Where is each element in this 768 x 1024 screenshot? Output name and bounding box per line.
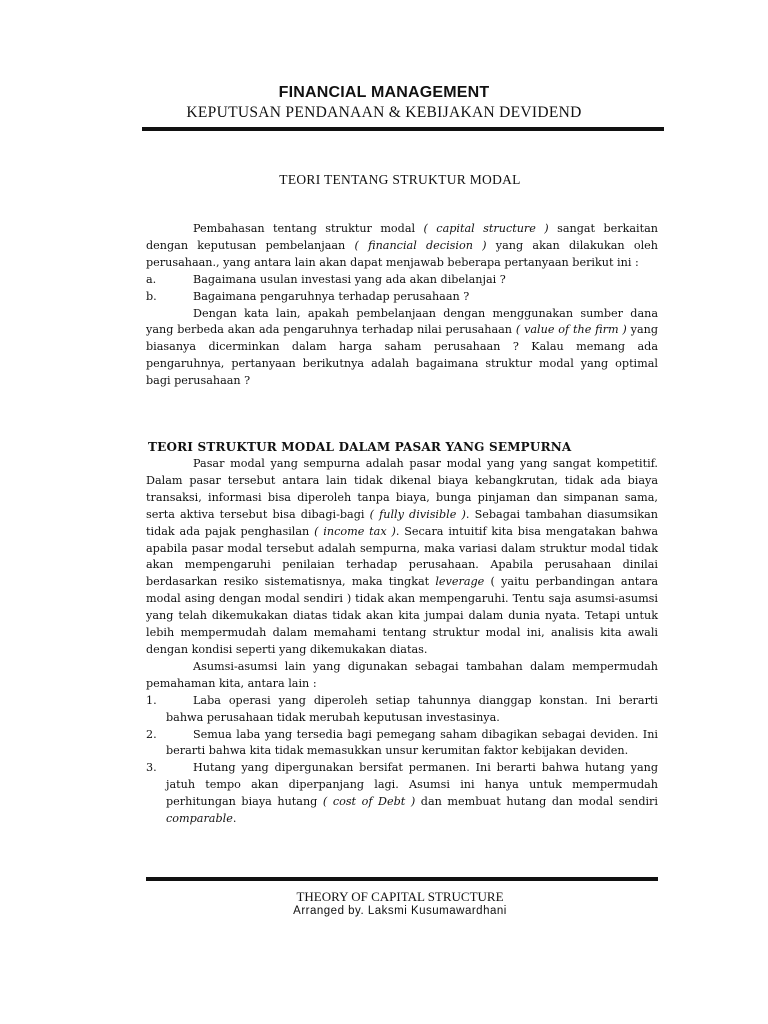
paragraph-asumsi: Asumsi-asumsi lain yang digunakan sebagai tambahan dalam mempermudah pemahaman kita, antara lain :: [146, 659, 658, 690]
section-title-struktur-modal: TEORI TENTANG STRUKTUR MODAL: [279, 172, 521, 187]
intro-paragraph: Pembahasan tentang struktur modal ( capital structure ) sangat berkaitan dengan keputusan pembelanjaan ( financial decision ) yang akan dilakukan oleh perusahaan., yang antara lain akan dapat menjawab beberapa pertanyaan berikut ini :: [146, 222, 658, 269]
document-subtitle: KEPUTUSAN PENDANAAN & KEBIJAKAN DEVIDEND: [186, 104, 582, 121]
list-item: 1. Laba operasi yang diperoleh setiap tahunnya dianggap konstan. Ini berarti bahwa perusahaan tidak merubah keputusan investasinya.: [146, 693, 658, 724]
section2-body: [146, 456, 658, 828]
section1-body: [146, 221, 658, 390]
section-heading-pasar-sempurna: TEORI STRUKTUR MODAL DALAM PASAR YANG SEMPURNA: [148, 440, 572, 454]
footer-author: Arranged by. Laksmi Kusumawardhani: [293, 905, 507, 917]
list-item: b. Bagaimana pengaruhnya terhadap perusahaan ?: [146, 289, 470, 303]
document-title: FINANCIAL MANAGEMENT: [278, 84, 490, 101]
footer-title: THEORY OF CAPITAL STRUCTURE: [296, 889, 504, 904]
list-item: a. Bagaimana usulan investasi yang ada akan dibelanjai ?: [146, 272, 506, 286]
header-rule: [142, 127, 664, 131]
footer-rule: [146, 877, 658, 881]
list-item: 3. Hutang yang dipergunakan bersifat permanen. Ini berarti bahwa hutang yang jatuh tempo akan diperpanjang lagi. Asumsi ini hanya untuk mempermudah perhitungan biaya hutang ( cost of Debt ) dan membuat hutang dan modal sendiri comparable.: [146, 761, 658, 826]
paragraph-value-of-firm: Dengan kata lain, apakah pembelanjaan dengan menggunakan sumber dana yang berbeda akan ada pengaruhnya terhadap nilai perusahaan ( value of the firm ) yang biasanya dicerminkan dalam harga saham perusahaan ? Kalau memang ada pengaruhnya, pertanyaan berikutnya adalah bagaimana struktur modal yang optimal bagi perusahaan ?: [146, 306, 658, 388]
paragraph-pasar-modal: Pasar modal yang sempurna adalah pasar modal yang yang sangat kompetitif. Dalam pasar tersebut antara lain tidak dikenal biaya kebangkrutan, tidak ada biaya transaksi, informasi bisa diperoleh tanpa biaya, bunga pinjaman dan simpanan sama, serta aktiva tersebut bisa dibagi-bagi ( fully divisible ). Sebagai tambahan diasumsikan tidak ada pajak penghasilan ( income tax ). Secara intuitif kita bisa mengatakan bahwa apabila pasar modal tersebut adalah sempurna, maka variasi dalam struktur modal tidak akan mempengaruhi penilaian terhadap perusahaan. Apabila perusahaan dinilai berdasarkan resiko sistematisnya, maka tingkat leverage ( yaitu perbandingan antara modal asing dengan modal sendiri ) tidak akan mempengaruhi. Tentu saja asumsi-asumsi yang telah dikemukakan diatas tidak akan kita jumpai dalam dunia nyata. Tetapi untuk lebih mempermudah dalam memahami tentang struktur modal ini, analisis kita awali dengan kondisi seperti yang dikemukakan diatas.: [146, 457, 659, 656]
list-item: 2. Semua laba yang tersedia bagi pemegang saham dibagikan sebagai deviden. Ini berarti bahwa kita tidak memasukkan unsur kerumitan faktor kebijakan deviden.: [146, 727, 658, 758]
